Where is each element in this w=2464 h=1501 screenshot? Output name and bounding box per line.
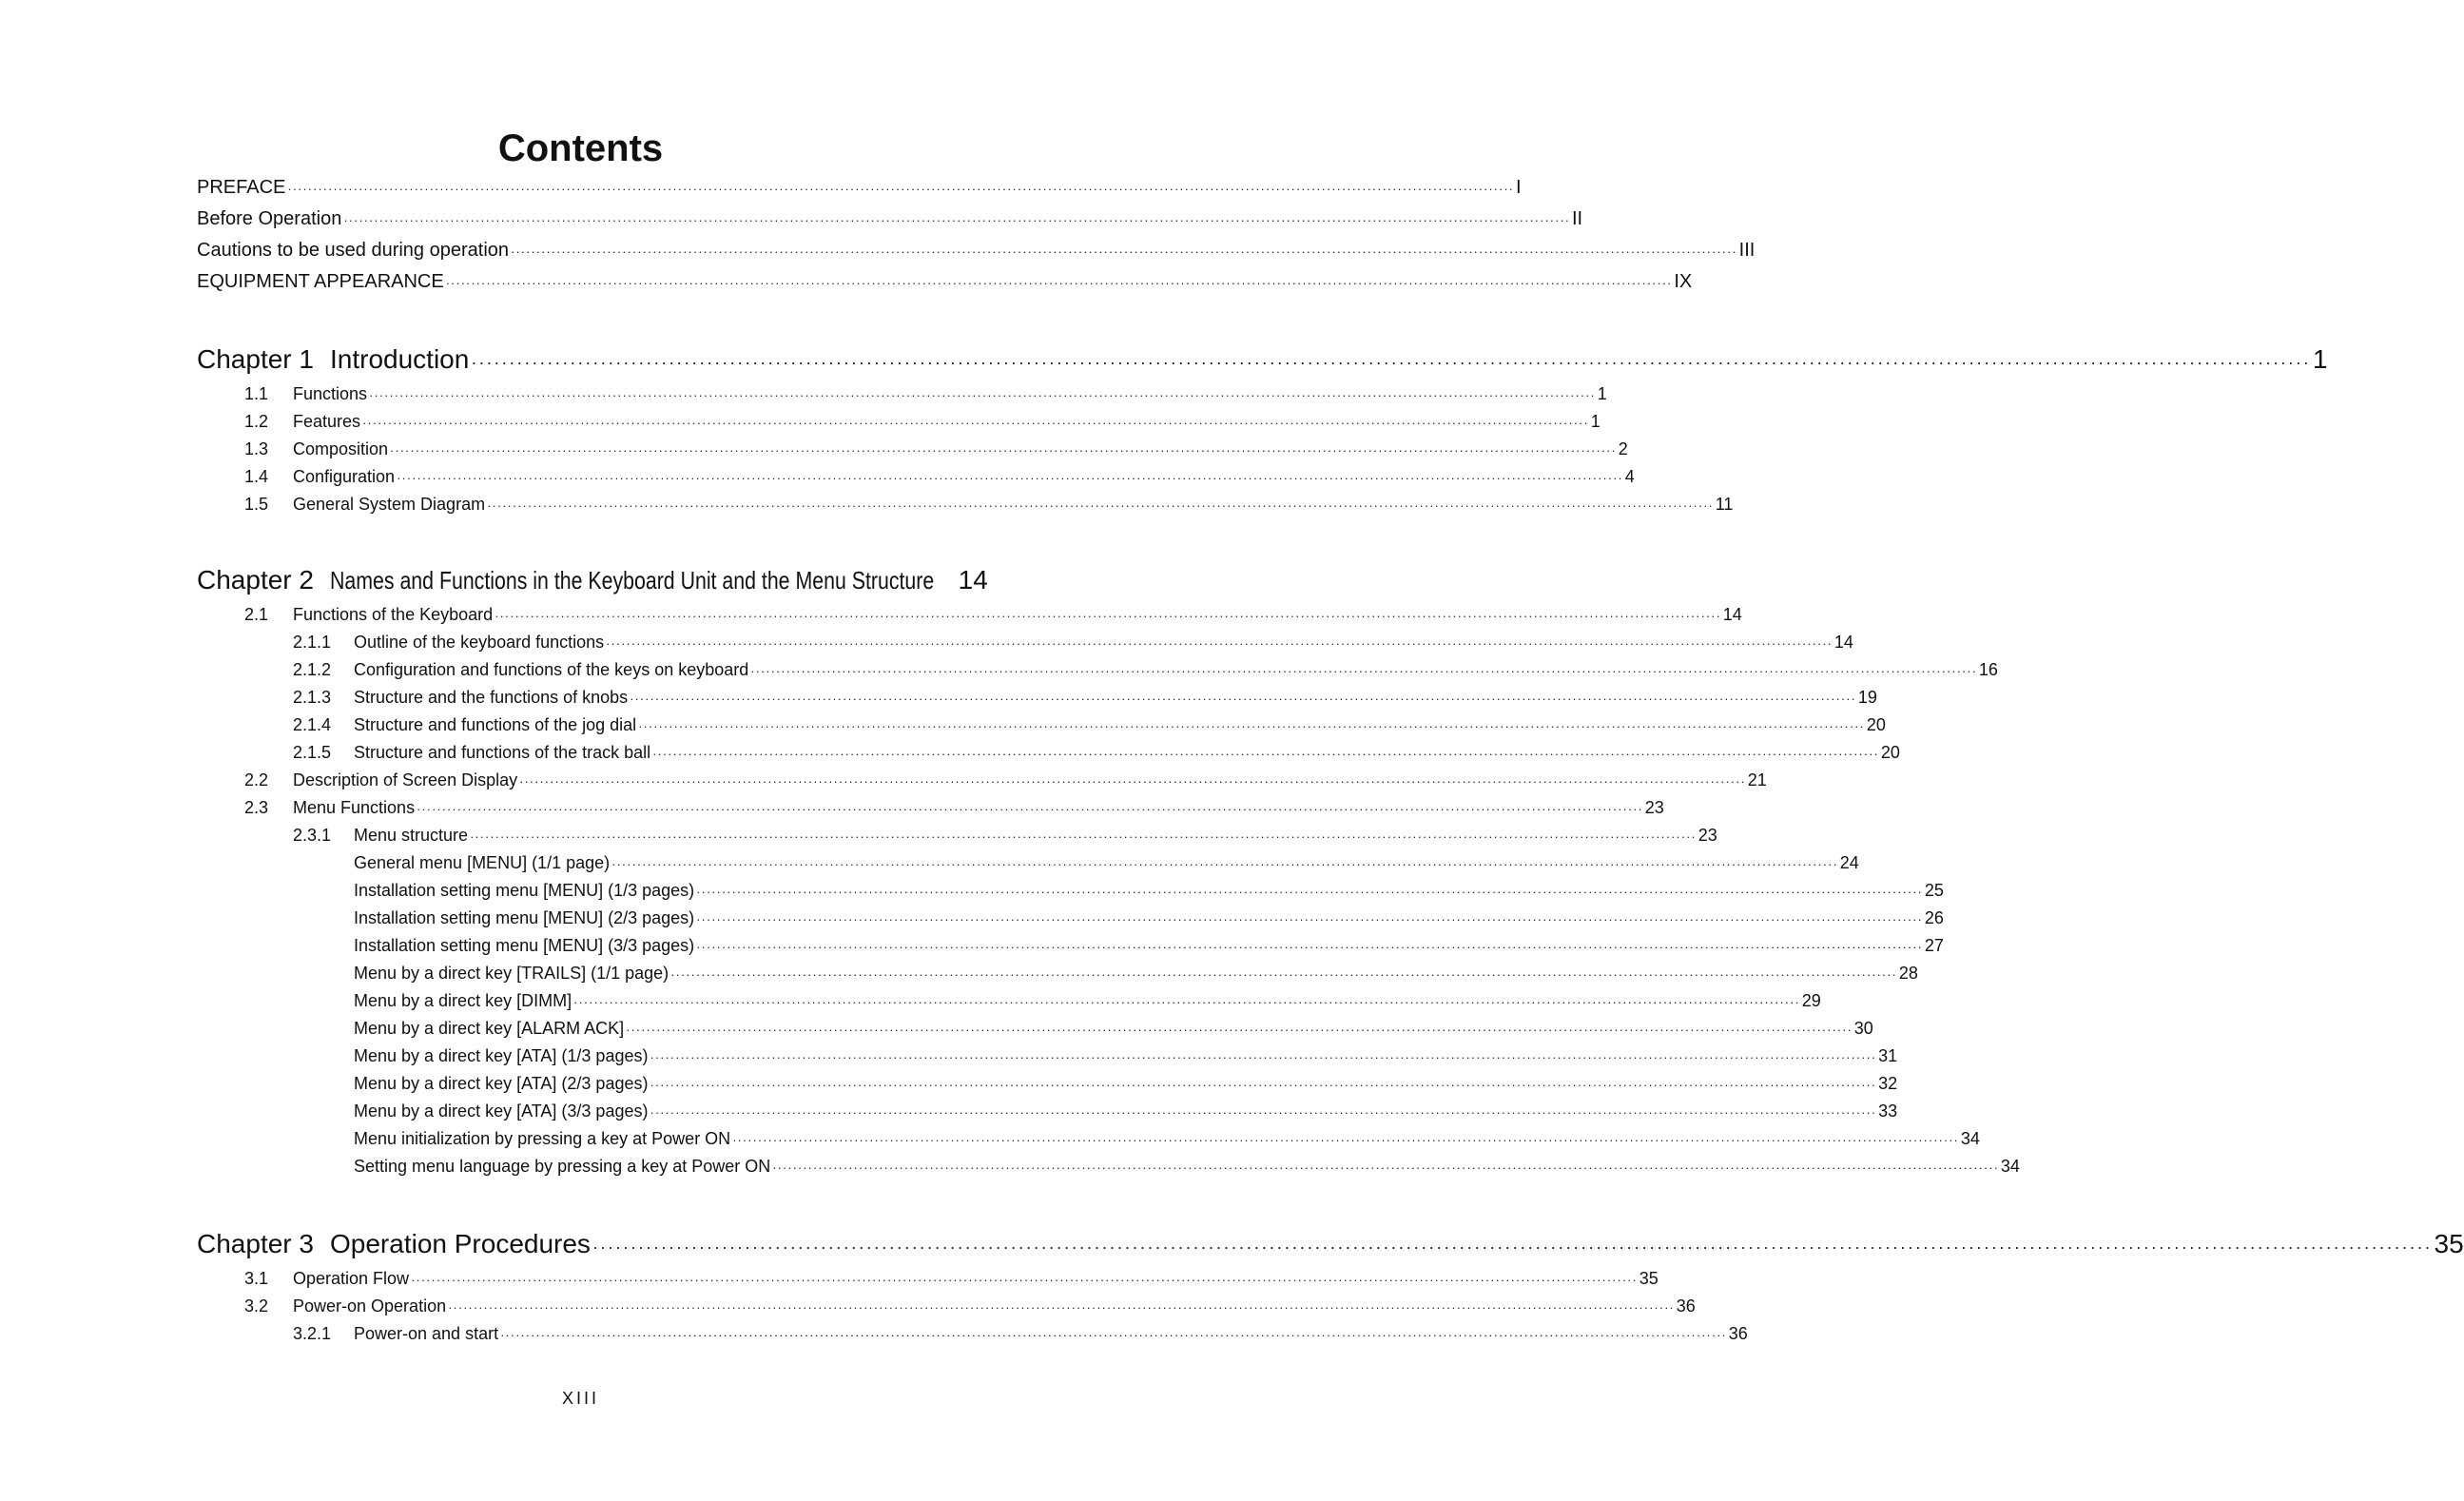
section-number: 1.2 [244, 412, 269, 431]
toc-label: Installation setting menu [MENU] (3/3 pages) [354, 936, 695, 955]
chapter-number: Chapter 3 [197, 1229, 314, 1258]
toc-entry[interactable] [354, 1019, 1873, 1039]
toc-label: Menu initialization by pressing a key at Power ON [354, 1129, 731, 1148]
chapter-page: 14 [958, 565, 988, 595]
toc-label: Menu by a direct key [ATA] (3/3 pages) [354, 1101, 649, 1121]
section-number: 2.1.3 [293, 688, 332, 707]
toc-page: 14 [1833, 633, 1853, 652]
dot-leader [448, 1300, 1675, 1315]
toc-entry-equipment-appearance[interactable] [197, 271, 1693, 293]
chapter-title: Introduction [330, 344, 470, 374]
section-number: 3.1 [244, 1269, 269, 1288]
dot-leader [487, 498, 1714, 513]
toc-entry[interactable] [293, 660, 1998, 680]
toc-entry[interactable] [293, 743, 1900, 763]
toc-label: Structure and the functions of knobs [354, 688, 629, 707]
toc-entry[interactable] [354, 1157, 2020, 1177]
toc-entry[interactable] [293, 1324, 1748, 1344]
page-title: Contents [497, 127, 664, 169]
toc-page: 33 [1878, 1101, 1898, 1121]
dot-leader [772, 1160, 1999, 1175]
toc-page: 36 [1676, 1296, 1696, 1316]
toc-entry[interactable] [244, 384, 1607, 404]
chapter-page: 35 [2434, 1229, 2464, 1258]
section-number: 1.1 [244, 384, 269, 403]
toc-page: 16 [1978, 660, 1998, 679]
section-number: 1.3 [244, 439, 269, 458]
dot-leader [397, 471, 1623, 485]
toc-page: 35 [1639, 1269, 1659, 1288]
section-number: 1.5 [244, 495, 269, 514]
dot-leader [592, 1238, 2433, 1257]
toc-entry[interactable] [244, 412, 1601, 432]
dot-leader [696, 885, 1923, 899]
toc-page: 28 [1898, 964, 1918, 983]
toc-page: 1 [1590, 412, 1601, 431]
section-number: 2.3 [244, 798, 269, 817]
toc-label: Before Operation [197, 208, 342, 229]
toc-label: Menu by a direct key [DIMM] [354, 991, 572, 1010]
toc-entry[interactable] [244, 1269, 1659, 1289]
toc-page: 34 [2000, 1157, 2020, 1176]
dot-leader [495, 609, 1721, 623]
toc-entry[interactable] [293, 715, 1886, 735]
toc-label: Structure and functions of the jog dial [354, 715, 637, 734]
dot-leader [519, 774, 1746, 789]
section-number: 2.1 [244, 605, 269, 624]
section-number: 2.1.4 [293, 715, 332, 734]
toc-page: 23 [1644, 798, 1664, 817]
toc-label: Menu Functions [293, 798, 416, 817]
toc-entry-preface[interactable] [197, 177, 1522, 199]
toc-entry-cautions[interactable] [197, 240, 1756, 262]
toc-label: General System Diagram [293, 495, 486, 514]
page-number: XIII [561, 1389, 599, 1408]
toc-entry[interactable] [354, 1074, 1898, 1094]
section-number: 2.1.1 [293, 633, 332, 652]
toc-entry[interactable] [244, 605, 1742, 625]
section-number: 3.2 [244, 1296, 269, 1316]
toc-entry[interactable] [244, 798, 1664, 818]
toc-page: 34 [1960, 1129, 1980, 1148]
toc-entry[interactable] [354, 936, 1944, 956]
toc-entry[interactable] [244, 495, 1734, 515]
chapter-title: Operation Procedures [330, 1229, 591, 1258]
toc-label: PREFACE [197, 177, 286, 198]
toc-page: 11 [1715, 495, 1734, 514]
toc-entry[interactable] [244, 439, 1628, 459]
dot-leader [287, 182, 1514, 196]
toc-page: 14 [1722, 605, 1742, 624]
dot-leader [650, 1078, 1876, 1092]
toc-page: 23 [1698, 826, 1717, 845]
section-number: 2.1.5 [293, 743, 332, 762]
toc-entry-before-operation[interactable] [197, 208, 1583, 230]
toc-page: 27 [1924, 936, 1944, 955]
toc-page: II [1571, 208, 1583, 229]
dot-leader [611, 857, 1838, 871]
dot-leader [411, 1273, 1638, 1287]
toc-label: Installation setting menu [MENU] (2/3 pages) [354, 908, 695, 927]
toc-label: Structure and functions of the track ball [354, 743, 651, 762]
dot-leader [446, 276, 1673, 290]
toc-label: Features [293, 412, 361, 431]
section-number: 1.4 [244, 467, 269, 486]
toc-label: Power-on Operation [293, 1296, 447, 1316]
dot-leader [470, 829, 1697, 844]
dot-leader [732, 1133, 1959, 1147]
toc-entry[interactable] [293, 826, 1717, 846]
toc-entry[interactable] [244, 467, 1635, 487]
section-number: 3.2.1 [293, 1324, 332, 1343]
toc-entry[interactable] [293, 633, 1853, 653]
toc-label: Menu by a direct key [ATA] (1/3 pages) [354, 1046, 649, 1065]
toc-entry[interactable] [354, 964, 1918, 984]
dot-leader [417, 802, 1643, 816]
toc-page: 29 [1801, 991, 1821, 1010]
toc-label: Installation setting menu [MENU] (1/3 pages) [354, 881, 695, 900]
toc-label: Menu by a direct key [ATA] (2/3 pages) [354, 1074, 649, 1093]
toc-entry[interactable] [354, 881, 1944, 901]
toc-entry[interactable] [354, 853, 1859, 873]
section-number: 2.2 [244, 770, 269, 789]
toc-entry[interactable] [354, 1129, 1980, 1149]
toc-label: EQUIPMENT APPEARANCE [197, 271, 444, 292]
toc-page: IX [1674, 271, 1693, 292]
toc-label: Menu structure [354, 826, 469, 845]
dot-leader [369, 388, 1596, 402]
toc-page: 32 [1878, 1074, 1898, 1093]
dot-leader [500, 1328, 1727, 1342]
dot-leader [652, 747, 1879, 761]
dot-leader [511, 244, 1737, 259]
dot-leader [343, 213, 1570, 227]
toc-label: Functions [293, 384, 368, 403]
dot-leader [750, 664, 1977, 678]
chapter-title: Names and Functions in the Keyboard Unit and the Menu Structure [330, 566, 935, 595]
toc-entry[interactable] [354, 908, 1944, 928]
toc-chapter-3[interactable] [197, 1229, 2464, 1259]
toc-label: Operation Flow [293, 1269, 410, 1288]
dot-leader [390, 443, 1617, 458]
toc-label: Description of Screen Display [293, 770, 518, 789]
chapter-number: Chapter 2 [197, 565, 314, 595]
toc-label: Configuration and functions of the keys on keyboard [354, 660, 749, 679]
toc-page: 1 [1597, 384, 1607, 403]
toc-page: 25 [1924, 881, 1944, 900]
toc-entry[interactable] [244, 770, 1767, 790]
toc-page: III [1738, 240, 1756, 261]
toc-chapter-2[interactable] [197, 565, 988, 595]
toc-page: 30 [1853, 1019, 1873, 1038]
dot-leader [630, 692, 1856, 706]
toc-label: Composition [293, 439, 389, 458]
toc-page: 20 [1880, 743, 1900, 762]
dot-leader [471, 353, 2311, 373]
toc-page: 2 [1618, 439, 1628, 458]
toc-entry[interactable] [354, 1046, 1898, 1066]
toc-entry[interactable] [244, 1296, 1696, 1316]
toc-label: Menu by a direct key [TRAILS] (1/1 page) [354, 964, 669, 983]
section-number: 2.1.2 [293, 660, 332, 679]
dot-leader [696, 912, 1923, 926]
dot-leader [606, 636, 1833, 651]
toc-label: Power-on and start [354, 1324, 499, 1343]
toc-chapter-1[interactable] [197, 344, 2328, 375]
chapter-page: 1 [2312, 344, 2328, 374]
toc-label: General menu [MENU] (1/1 page) [354, 853, 611, 872]
toc-entry[interactable] [293, 688, 1877, 708]
toc-page: 36 [1728, 1324, 1748, 1343]
toc-page: I [1516, 177, 1522, 198]
dot-leader [638, 719, 1865, 733]
toc-page: 19 [1857, 688, 1877, 707]
toc-page: 31 [1878, 1046, 1898, 1065]
section-number: 2.3.1 [293, 826, 332, 845]
toc-label: Setting menu language by pressing a key at Power ON [354, 1157, 771, 1176]
toc-entry[interactable] [354, 991, 1821, 1011]
dot-leader [573, 995, 1800, 1009]
toc-page: 20 [1866, 715, 1886, 734]
toc-entry[interactable] [354, 1101, 1898, 1121]
dot-leader [362, 416, 1589, 430]
toc-page: 4 [1624, 467, 1635, 486]
toc-label: Cautions to be used during operation [197, 240, 510, 261]
toc-label: Configuration [293, 467, 396, 486]
toc-page: 21 [1747, 770, 1767, 789]
dot-leader [670, 967, 1897, 982]
toc-page: 24 [1839, 853, 1859, 872]
toc-label: Outline of the keyboard functions [354, 633, 605, 652]
toc-label: Menu by a direct key [ALARM ACK] [354, 1019, 625, 1038]
dot-leader [626, 1023, 1853, 1037]
toc-label: Functions of the Keyboard [293, 605, 494, 624]
dot-leader [696, 940, 1923, 954]
dot-leader [650, 1050, 1876, 1064]
toc-page: 26 [1924, 908, 1944, 927]
chapter-number: Chapter 1 [197, 344, 314, 374]
dot-leader [650, 1105, 1876, 1120]
